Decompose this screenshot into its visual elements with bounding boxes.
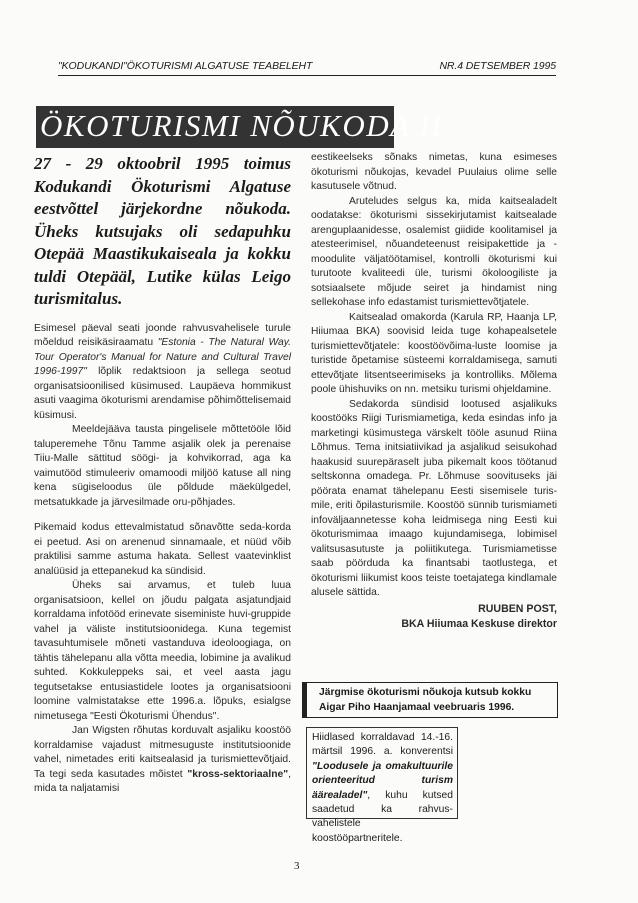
announcement-line-2: Aigar Piho Haanjamaal veebruaris 1996. [319,701,515,713]
article-title: ÖKOTURISMI NÕUKODA II [40,108,443,143]
left-column [34,153,291,797]
conference-title: "Loodusele ja omakultuurile orienteeritud turism äärealadel" [312,760,453,801]
announcement-line-1: Järgmise ökoturismi nõukoja kutsub kokku [319,687,532,698]
page-number: 3 [294,860,300,872]
right-column [311,151,557,632]
title-banner [36,106,443,148]
header-rule [58,75,556,76]
paragraph: Jan Wigsten rõhutas korduvalt asjaliku koostöö korraldamise vajadust mitmesuguste institutsioonide vahel, nimetades eriti kaitsealasid ja turismiettevõtjaid. Ta tegi seda kasutades mõistet "kross-sektoriaalne", mida ta naljatamisi [34,725,291,794]
newsletter-name: "KODUKANDI"ÖKOTURISMI ALGATUSE TEABELEHT [58,60,313,72]
issue-number: NR.4 DETSEMBER 1995 [439,60,556,72]
paragraph: Meeldejääva tausta pingelisele mõttetööle lõid taluperemehe Tõnu Tamme asjalik olek ja perenaise Tiiu-Malle sättitud söögi- ja kohvikorrad, aga ka vaimutööd stimuleeriv omamoodi miljöö katuse all ning kena sügiseloodus üle põldude mäekülgedel, metsatukkade ja järvesilmade oru-põhjades. [34,424,291,508]
paragraph: Üheks sai arvamus, et tuleb luua organisatsioon, kellel on jõudu palgata asjatundjaid korraldama infotööd erinevate siseministe huvi-gruppide vahel ja väliste institutsioonidega. Kuna tegemist tavasuhtumisele mõneti vastanduva ideoloogiaga, on tähtis tähelepanu alla võtta meedia, lobimine ja avalikud suhted. Kokkuleppeks sai, et veel aasta jagu tegutsetakse entusiastidele lootes ja organisatsiooni loomine valmistatakse ette 1996.a. lõpuks, esialgse nimetusega "Eesti Ökoturismi Ühendus". [34,580,291,722]
paragraph: Sedakorda sündisid lootused asjalikuks koostööks Riigi Turismiametiga, keda esindas info ja marketingi küsimustega värskelt tööle asunud Riina Lõhmus. Tema initsiatiivikad ja asjalikud seisukohad haakusid suurepäraselt juba pikemalt koos töötanud seltskonna omadega. Pr. Lõhmuse soovituseks jäi pöörata enamat tähelepanu Eesti sisemisele turis-mile, eriti õpilasturismile. Koostöö sünnib turismiameti infoväljaannetesse koha leidmisega ning Eesti kui ökoturismimaa imaago kujundamisega, lobimisel valitsusasutuste ja poliitikutega. Turismiametisse saab pöörduda ka finantsabi taotlustega, et ökoturismi liikumist koos teiste toetajatega kindlamale alusele sättida. [311,398,557,598]
paragraph: Pikemaid kodus ettevalmistatud sõnavõtte seda-korda ei peetud. Asi on arenenud sinnamaale, et nüüd võib praktilisi samme astuma hakata. Sellest vaatevinklist analüüsid ja ettepanekud ka sündisid. [34,522,291,577]
lead-paragraph: 27 - 29 oktoobril 1995 toimus Kodukandi Ökoturismi Algatuse eestvõttel järjekordne nõukoda. Üheks kutsujaks oli sedapuhku Otepää Maastikukaiseala ja kokku tuldi Otepääl, Lutike külas Leigo turismitalus. [34,154,291,308]
conference-box: Hiidlased korraldavad 14.-16. märtsil 1996. a. konverentsi "Loodusele ja omakultuurile orienteeritud turism äärealadel", kuhu kutsed saadetud ka rahvus-vahelistele koostööpartneritele. [306,727,458,819]
paragraph: Esimesel päeval seati joonde rahvusvahelisele turule mõeldud reisikäsiraamatu "Estonia - The Natural Way. Tour Operator's Manual for Nature and Cultural Travel 1996-1997" lõplik redaktsioon ja sellega seotud organisatsioonilised küsimused. Laupäeva hommikust asuti vaagima ökoturismi arendamise põhimõttelisemaid küsimusi. [34,322,291,421]
book-title: "Estonia - The Natural Way. Tour Operator's Manual for Nature and Cultural Travel 1996-1997" [34,337,291,377]
paragraph: Aruteludes selgus ka, mida kaitsealadelt oodatakse: ökoturismi sissekirjutamist kaitsealade arenguplaanidesse, osalemist giidide koolitamisel ja atesteerimisel, nõuandeteenust reisipakettide ja -moodulite väljatöötamisel, kontrolli ökoturismi kui turutoote kvaliteedi üle, turismi ökoloogiliste ja sotsiaalsete mõjude seiret ja hindamist ning sellekohase info edastamist turismiettevõtjatele. [311,195,557,308]
announcement-box [302,682,558,718]
paragraph: Kaitsealad omakorda (Karula RP, Haanja LP, Hiiumaa BKA) soovisid leida tuge kohapealsetele turismiettevõtjatele: koostöövõima-luste loomise ja turistide õpetamise süsteemi korraldamisega, samuti ettevõtjate litsentseerimiseks ja kontrolliks. Mõlema poole ühishuviks on nn. metsiku turismi ohjeldamine. [311,311,557,395]
bold-term: "kross-sektoriaalne" [187,768,289,780]
signature-title: BKA Hiiumaa Keskuse direktor [401,617,557,630]
signature-name: RUUBEN POST, [478,602,557,615]
paragraph: eestikeelseks sõnaks nimetas, kuna esimeses ökoturismi nõukojas, kevadel Puulaius olime selle kasutusele võtnud. [311,152,557,192]
signature [311,602,557,632]
